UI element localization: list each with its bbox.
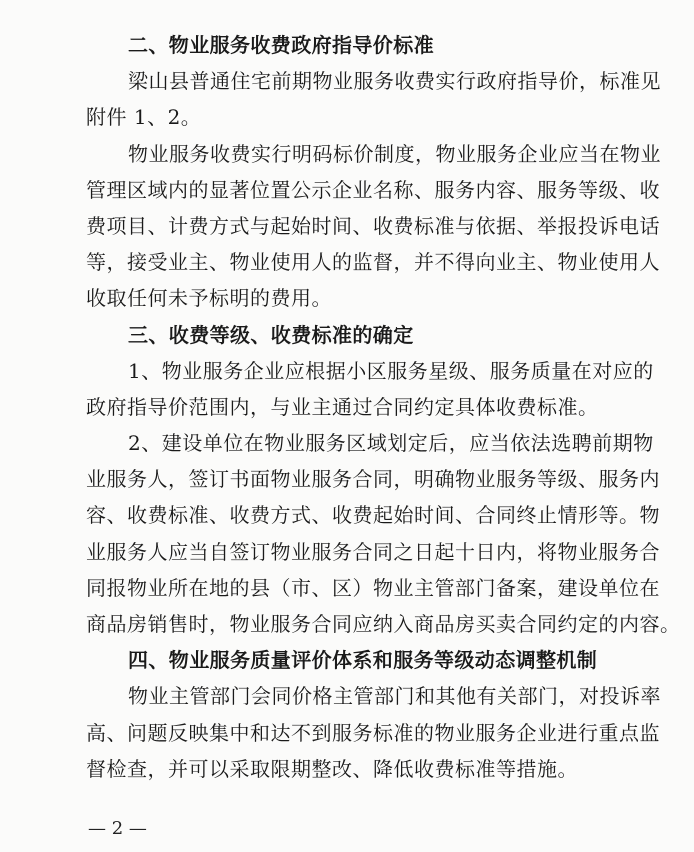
text-line: 管理区域内的显著位置公示企业名称、服务内容、服务等级、收 <box>86 177 660 202</box>
paragraph <box>86 63 661 135</box>
text-line: 物业主管部门会同价格主管部门和其他有关部门，对投诉率 <box>128 684 661 709</box>
text-line: 业服务人，签订书面物业服务合同，明确物业服务等级、服务内 <box>86 467 660 492</box>
section-heading: 四、物业服务质量评价体系和服务等级动态调整机制 <box>128 648 598 673</box>
text-line: 政府指导价范围内，与业主通过合同约定具体收费标准。 <box>86 394 599 419</box>
document-body <box>86 27 681 787</box>
text-line: 业服务人应当自签订物业服务合同之日起十日内，将物业服务合 <box>86 539 660 564</box>
paragraph <box>86 353 652 425</box>
page-number: — 2 — <box>88 818 147 839</box>
text-line: 商品房销售时，物业服务合同应纳入商品房买卖合同约定的内容。 <box>86 612 681 636</box>
text-line: 附件 1、2。 <box>86 105 202 130</box>
text-line: 高、问题反映集中和达不到服务标准的物业服务企业进行重点监 <box>86 720 660 745</box>
section-heading: 二、物业服务收费政府指导价标准 <box>128 33 434 57</box>
paragraph <box>86 678 661 787</box>
text-line: 收取任何未予标明的费用。 <box>86 286 332 311</box>
section-4 <box>86 642 661 787</box>
text-line: 1、物业服务企业应根据小区服务星级、服务质量在对应的 <box>128 358 654 383</box>
text-line: 等，接受业主、物业使用人的监督，并不得向业主、物业使用人 <box>86 250 660 275</box>
text-line: 物业服务收费实行明码标价制度，物业服务企业应当在物业 <box>128 141 661 166</box>
text-line: 督检查，并可以采取限期整改、降低收费标准等措施。 <box>86 756 578 781</box>
section-heading: 三、收费等级、收费标准的确定 <box>128 322 414 347</box>
paragraph <box>86 136 661 317</box>
text-line: 同报物业所在地的县（市、区）物业主管部门备案，建设单位在 <box>86 575 660 600</box>
text-line: 费项目、计费方式与起始时间、收费标准与依据、举报投诉电话 <box>86 213 660 238</box>
section-3 <box>86 317 681 643</box>
text-line: 容、收费标准、收费方式、收费起始时间、合同终止情形等。物 <box>86 503 660 528</box>
text-line: 梁山县普通住宅前期物业服务收费实行政府指导价，标准见 <box>128 69 661 94</box>
section-2 <box>86 27 661 317</box>
paragraph <box>86 425 681 642</box>
text-line: 2、建设单位在物业服务区域划定后，应当依法选聘前期物 <box>128 431 654 456</box>
